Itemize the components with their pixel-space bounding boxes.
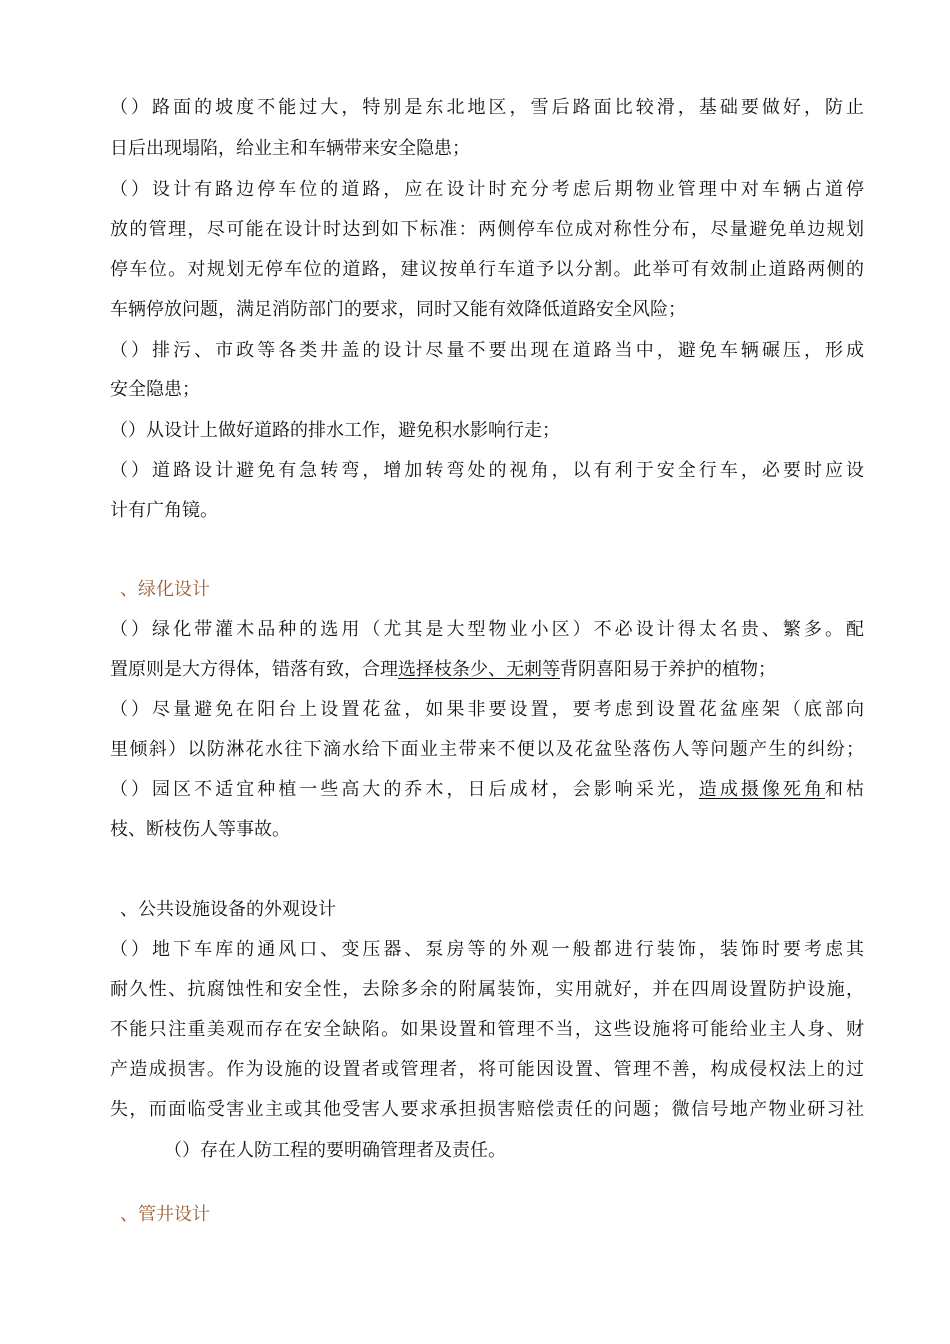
facility-p1-line3: 不能只注重美观而存在安全缺陷。如果设置和管理不当，这些设施将可能给业主人身、财 bbox=[110, 1019, 864, 1040]
facility-p1-line2: 耐久性、抗腐蚀性和安全性，去除多余的附属装饰，实用就好，并在四周设置防护设施， bbox=[110, 979, 864, 1000]
greening-p3-line1-text-b: 和枯 bbox=[824, 779, 864, 800]
greening-p3-line2: 枝、断枝伤人等事故。 bbox=[110, 819, 290, 840]
greening-p1-underlined: 选择枝条少、无刺等 bbox=[398, 659, 560, 680]
road-p1-line1: （）路面的坡度不能过大，特别是东北地区，雪后路面比较滑，基础要做好，防止 bbox=[110, 97, 864, 118]
greening-p1-line2-text-a: 置原则是大方得体，错落有致，合理 bbox=[110, 659, 398, 680]
road-p3-line2: 安全隐患； bbox=[110, 379, 200, 400]
greening-p2-line1: （）尽量避免在阳台上设置花盆，如果非要设置，要考虑到设置花盆座架（底部向 bbox=[110, 699, 864, 720]
facility-p2-line1: （）存在人防工程的要明确管理者及责任。 bbox=[164, 1140, 506, 1161]
greening-p3-underlined: 造成摄像死角 bbox=[698, 779, 825, 800]
greening-heading: 、绿化设计 bbox=[120, 579, 210, 600]
road-p5-line1: （）道路设计避免有急转弯，增加转弯处的视角，以有利于安全行车，必要时应设 bbox=[110, 460, 864, 481]
road-p4-line1: （）从设计上做好道路的排水工作，避免积水影响行走； bbox=[110, 420, 560, 441]
road-p2-line2: 放的管理，尽可能在设计时达到如下标准：两侧停车位成对称性分布，尽量避免单边规划 bbox=[110, 219, 864, 240]
road-p2-line4: 车辆停放问题，满足消防部门的要求，同时又能有效降低道路安全风险； bbox=[110, 299, 686, 320]
greening-p1-line1: （）绿化带灌木品种的选用（尤其是大型物业小区）不必设计得太名贵、繁多。配 bbox=[110, 619, 864, 640]
road-p3-line1: （）排污、市政等各类井盖的设计尽量不要出现在道路当中，避免车辆碾压，形成 bbox=[110, 340, 864, 361]
road-p5-line2: 计有广角镜。 bbox=[110, 500, 218, 521]
road-p2-line1: （）设计有路边停车位的道路，应在设计时充分考虑后期物业管理中对车辆占道停 bbox=[110, 179, 864, 200]
road-p2-line3: 停车位。对规划无停车位的道路，建议按单行车道予以分割。此举可有效制止道路两侧的 bbox=[110, 259, 864, 280]
facility-p1-line1: （）地下车库的通风口、变压器、泵房等的外观一般都进行装饰，装饰时要考虑其 bbox=[110, 939, 864, 960]
greening-p1-line2 bbox=[110, 658, 776, 682]
greening-p3-line1 bbox=[110, 778, 864, 802]
pipe-heading: 、管井设计 bbox=[120, 1204, 210, 1225]
greening-p2-line2: 里倾斜）以防淋花水往下滴水给下面业主带来不便以及花盆坠落伤人等问题产生的纠纷； bbox=[110, 739, 864, 760]
facility-p1-line5: 失，而面临受害业主或其他受害人要求承担损害赔偿责任的问题；微信号地产物业研习社 bbox=[110, 1099, 864, 1120]
facility-heading: 、公共设施设备的外观设计 bbox=[120, 899, 336, 920]
road-p1-line2: 日后出现塌陷，给业主和车辆带来安全隐患； bbox=[110, 138, 470, 159]
greening-p1-line2-text-b: 背阴喜阳易于养护的植物； bbox=[560, 659, 776, 680]
facility-p1-line4: 产造成损害。作为设施的设置者或管理者，将可能因设置、管理不善，构成侵权法上的过 bbox=[110, 1059, 864, 1080]
greening-p3-line1-text-a: （）园区不适宜种植一些高大的乔木，日后成材，会影响采光， bbox=[110, 779, 699, 800]
